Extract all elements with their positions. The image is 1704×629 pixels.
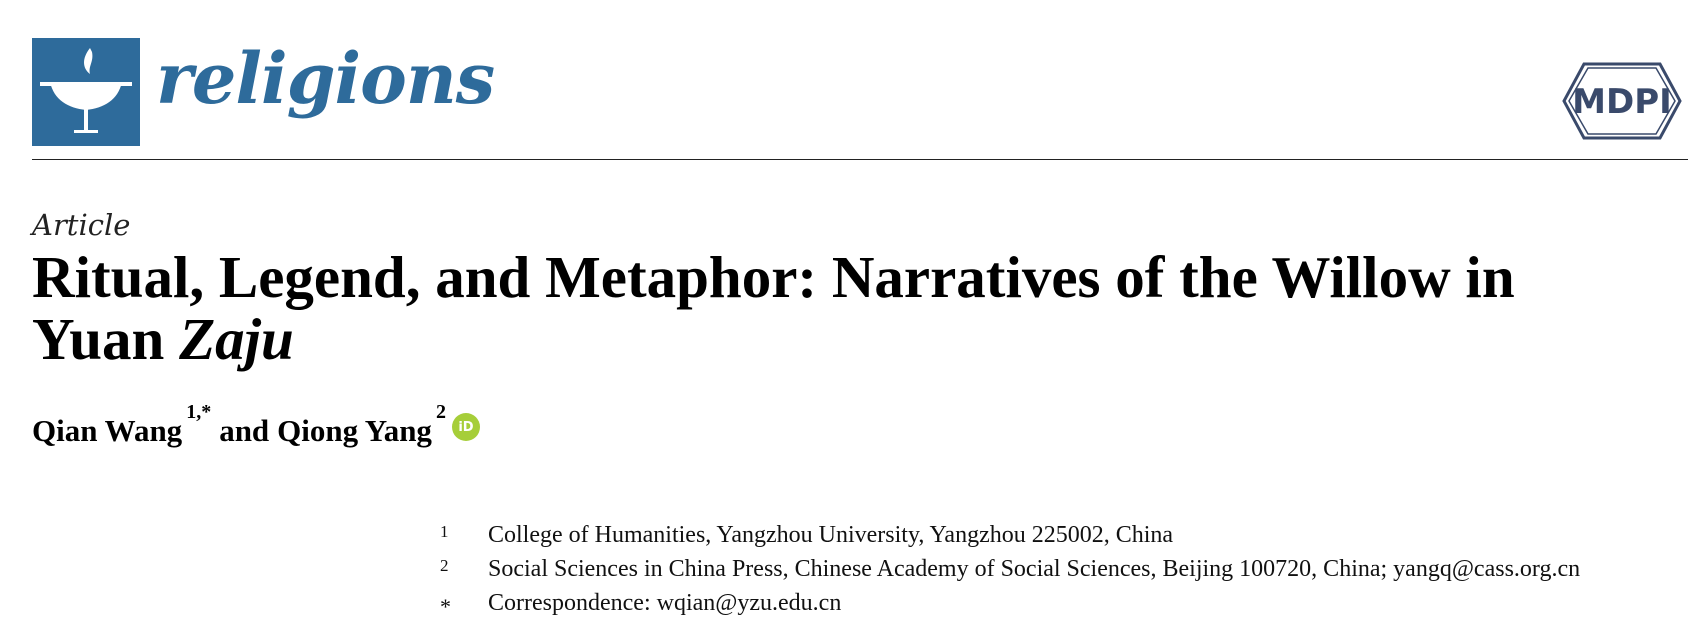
affiliation-row	[440, 590, 1690, 624]
orcid-icon[interactable]: iD	[452, 413, 480, 441]
author-conjunction: and	[219, 413, 270, 448]
title-line-2-plain: Yuan	[32, 306, 180, 372]
author-list	[32, 401, 480, 449]
affiliations	[440, 522, 1690, 624]
author-name[interactable]: Qian Wang	[32, 413, 183, 448]
affiliation-text[interactable]: Social Sciences in China Press, Chinese Academy of Social Sciences, Beijing 100720, China; yangq@cass.org.cn	[488, 556, 1581, 582]
affiliation-text: College of Humanities, Yangzhou University, Yangzhou 225002, China	[488, 522, 1174, 548]
publisher-name: MDPI	[1572, 82, 1672, 122]
affiliation-marker: 1	[440, 522, 449, 541]
article-title	[32, 246, 1672, 370]
affiliation-row	[440, 522, 1690, 556]
author-marker: 2	[435, 401, 446, 423]
header-divider	[32, 159, 1688, 160]
mdpi-logo-icon	[1556, 56, 1688, 146]
author-marker: 1,*	[186, 401, 212, 423]
affiliation-row	[440, 556, 1690, 590]
journal-header	[32, 38, 1688, 160]
affiliation-marker: *	[440, 594, 451, 619]
journal-name: religions	[156, 37, 495, 120]
article-type: Article	[32, 208, 131, 242]
title-line-1: Ritual, Legend, and Metaphor: Narratives of the Willow in	[32, 244, 1515, 310]
title-line-2-italic: Zaju	[179, 306, 294, 372]
religions-logo-icon	[32, 38, 140, 146]
correspondence-text[interactable]: Correspondence: wqian@yzu.edu.cn	[488, 590, 842, 616]
affiliation-marker: 2	[440, 556, 449, 575]
title-line-2	[32, 308, 1672, 370]
author-name[interactable]: Qiong Yang	[277, 413, 432, 448]
